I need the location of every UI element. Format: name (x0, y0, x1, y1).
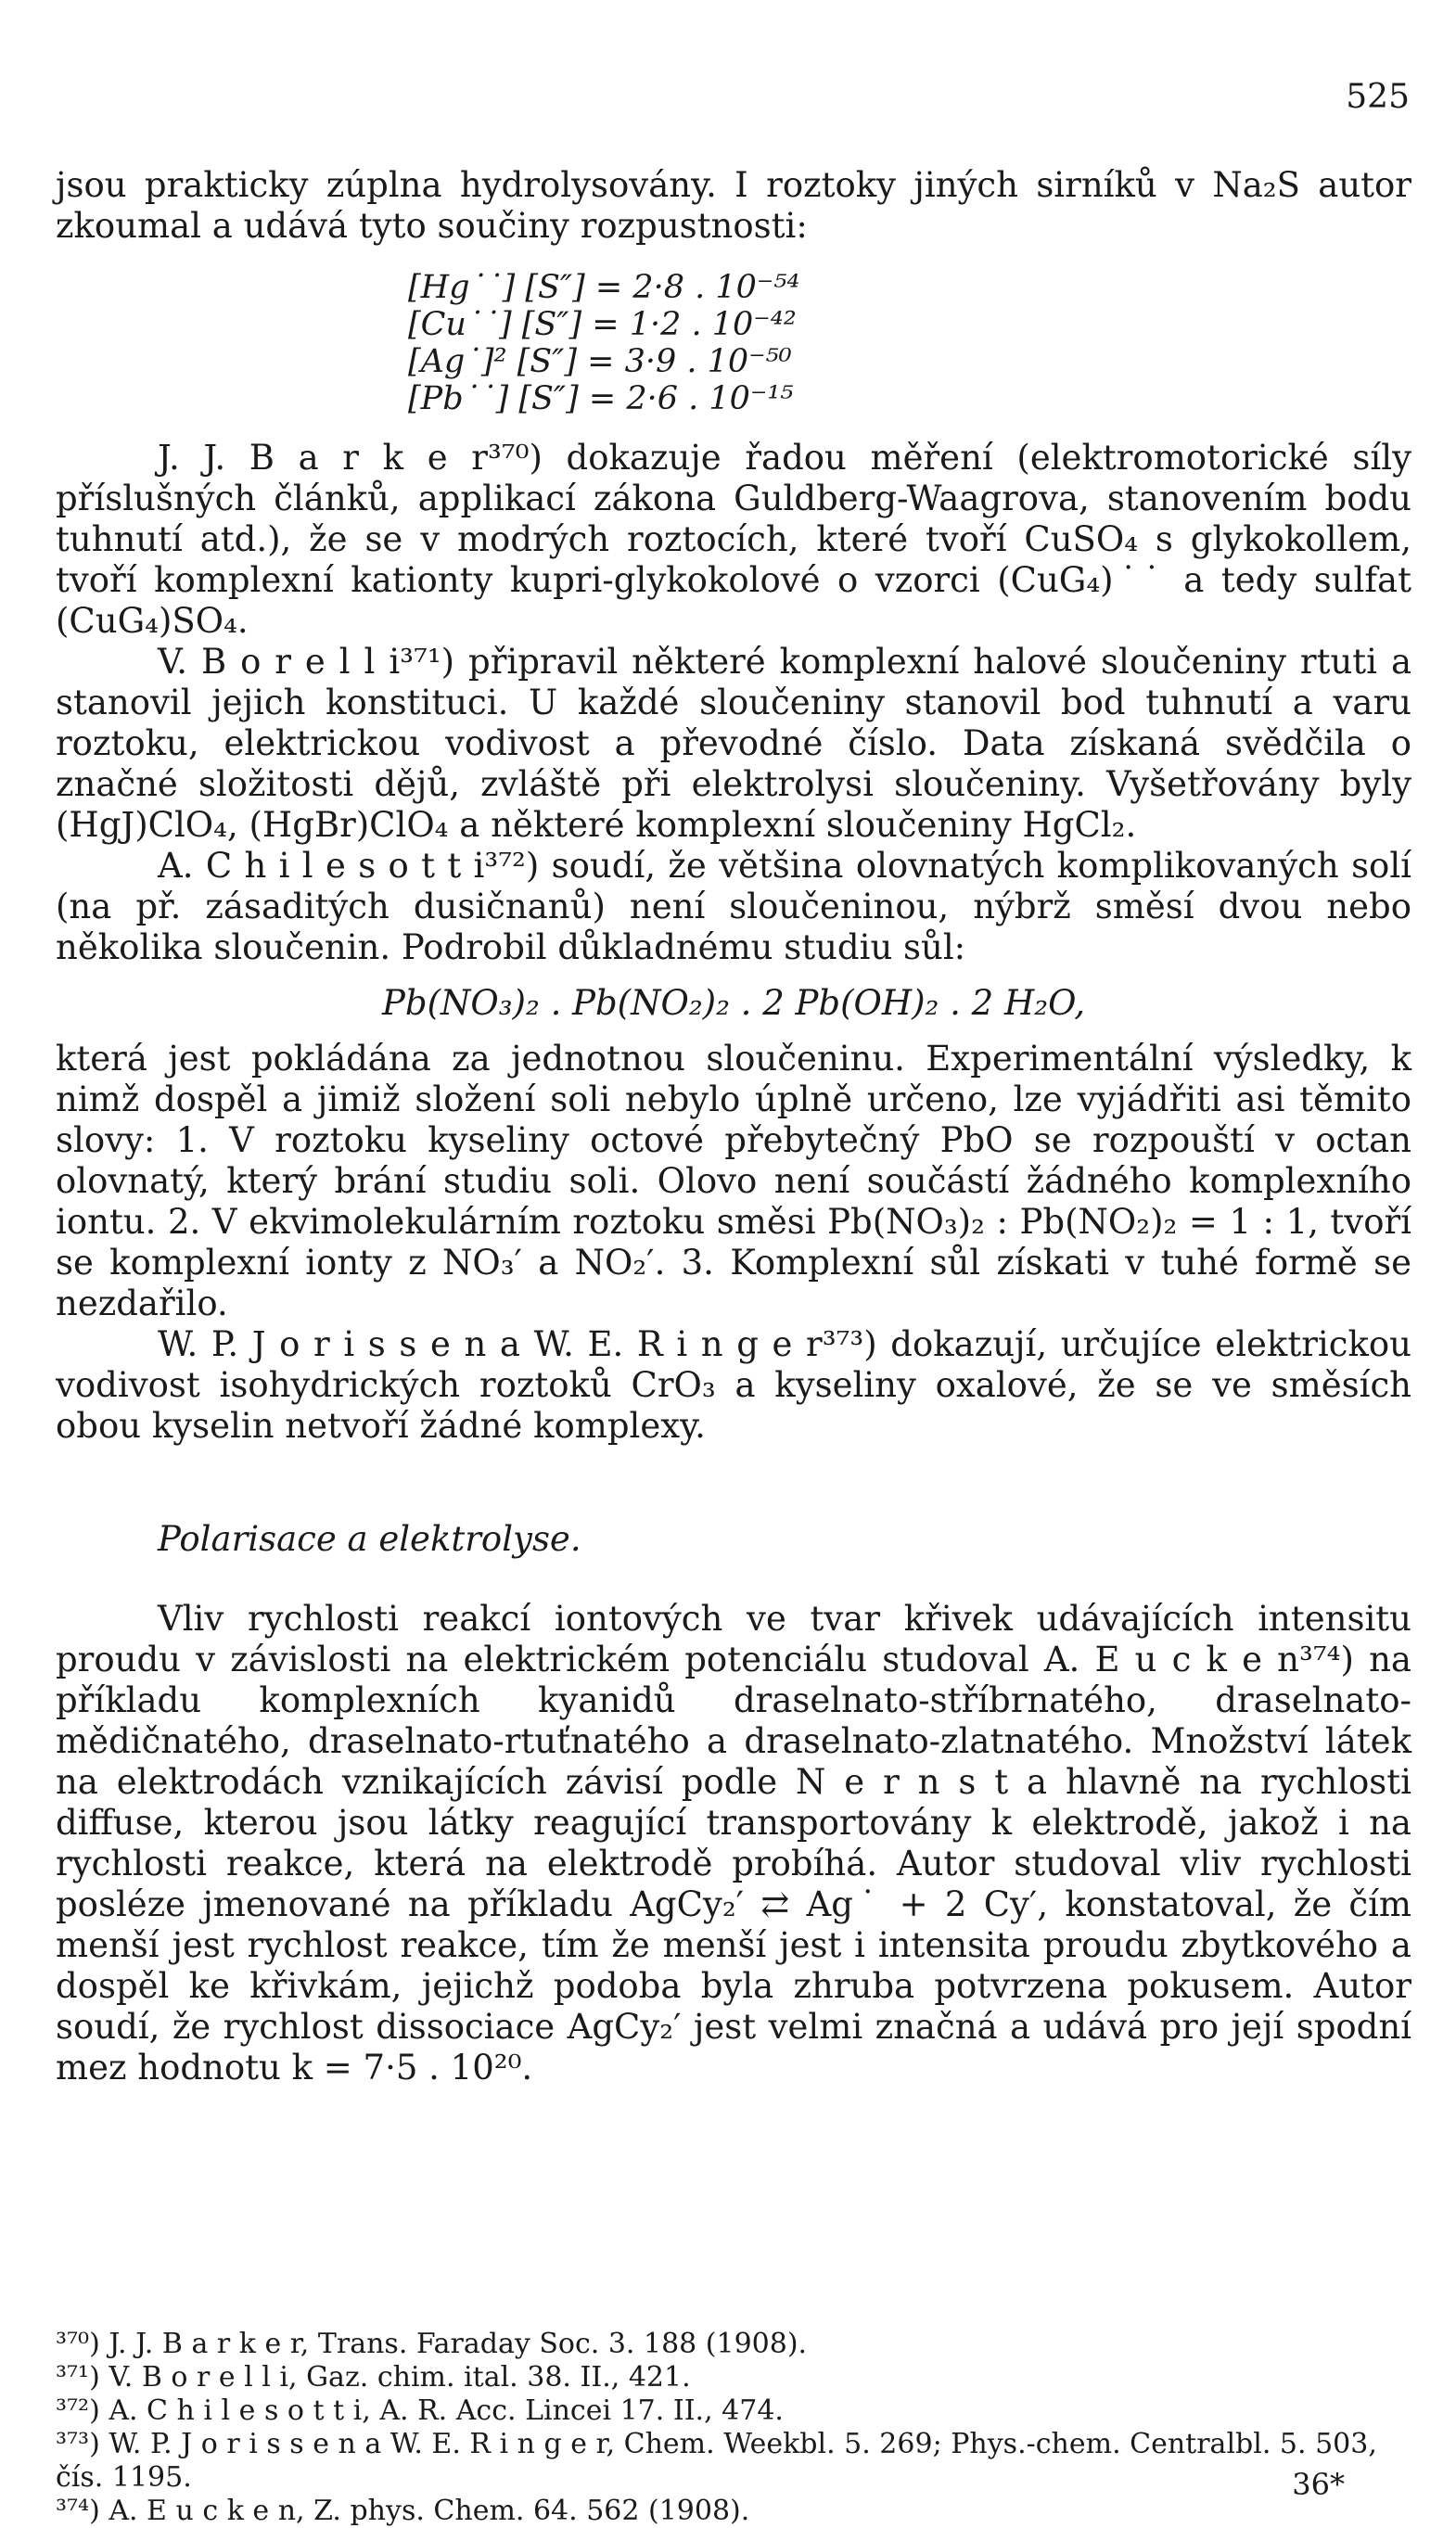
equation: [Ag˙]² [S″] = 3·9 . 10⁻⁵⁰ (408, 343, 792, 380)
signature-mark: 36* (1292, 2467, 1345, 2502)
paragraph: jsou prakticky zúplna hydrolysovány. I roztoky jiných sirníků v Na₂S autor zkoumal a udává tyto součiny rozpustnosti: (56, 165, 1411, 246)
footnote: ³⁷⁴) A. E u c k e n, Z. phys. Chem. 64. 562 (1908). (56, 2495, 750, 2527)
main-text (56, 165, 1411, 2088)
paragraph: která jest pokládána za jednotnou sloučeninu. Experimentální výsledky, k nimž dospěl a jimiž složení soli nebylo úplně určeno, lze vyjádřiti asi těmito slovy: 1. V roztoku kyseliny octové přebytečný PbO se rozpouští v octan olovnatý, který brání studiu soli. Olovo není součástí žádného komplexního iontu. 2. V ekvimolekulárním roztoku směsi Pb(NO₃)₂ : Pb(NO₂)₂ = 1 : 1, tvoří se komplexní ionty z NO₃′ a NO₂′. 3. Komplexní sůl získati v tuhé formě se nezdařilo. (56, 1039, 1411, 1323)
footnote: ³⁷¹) V. B o r e l l i, Gaz. chim. ital. 38. II., 421. (56, 2361, 691, 2394)
paragraph: Vliv rychlosti reakcí iontových ve tvar křivek udávajících intensitu proudu v závislosti na elektrickém potenciálu studoval A. E u c k e n³⁷⁴) na příkladu komplexních kyanidů draselnato-stříbrnatého, draselnato-mědičnatého, draselnato-rtuťnatého a draselnato-zlatnatého. Množství látek na elektrodách vznikajících závisí podle N e r n s t a hlavně na rychlosti diffuse, kterou jsou látky reagující transportovány k elektrodě, jakož i na rychlosti reakce, která na elektrodě probíhá. Autor studoval vliv rychlosti posléze jmenované na příkladu AgCy₂′ ⇄ Ag˙ + 2 Cy′, konstatoval, že čím menší jest rychlost reakce, tím že menší jest i intensita proudu zbytkového a dospěl ke křivkám, jejichž podoba byla zhruba potvrzena pokusem. Autor soudí, že rychlost dissociace AgCy₂′ jest velmi značná a udává pro její spodní mez hodnotu k = 7·5 . 10²⁰. (56, 1599, 1411, 2088)
paragraph: W. P. J o r i s s e n a W. E. R i n g e r³⁷³) dokazují, určujíce elektrickou vodivost isohydrických roztoků CrO₃ a kyseliny oxalové, že se ve směsích obou kyselin netvoří žádné komplexy. (56, 1324, 1411, 1446)
section-title: Polarisace a elektrolyse. (158, 1519, 581, 1559)
equation: [Pb˙˙] [S″] = 2·6 . 10⁻¹⁵ (408, 380, 794, 417)
equation: [Hg˙˙] [S″] = 2·8 . 10⁻⁵⁴ (408, 269, 800, 306)
paragraph: A. C h i l e s o t t i³⁷²) soudí, že většina olovnatých komplikovaných solí (na př. zásaditých dusičnanů) není sloučeninou, nýbrž směsí dvou nebo několika sloučenin. Podrobil důkladnému studiu sůl: (56, 846, 1411, 967)
paragraph: J. J. B a r k e r³⁷⁰) dokazuje řadou měření (elektromotorické síly příslušných článků, applikací zákona Guldberg-Waagrova, stanovením bodu tuhnutí atd.), že se v modrých roztocích, které tvoří CuSO₄ s glykokollem, tvoří komplexní kationty kupri-glykokolové o vzorci (CuG₄)˙˙ a tedy sulfat (CuG₄)SO₄. (56, 438, 1411, 641)
salt-formula: Pb(NO₃)₂ . Pb(NO₂)₂ . 2 Pb(OH)₂ . 2 H₂O, (381, 983, 1085, 1023)
footnote: ³⁷⁰) J. J. B a r k e r, Trans. Faraday Soc. 3. 188 (1908). (56, 2328, 808, 2360)
footnotes (56, 2328, 1411, 2528)
footnote: ³⁷²) A. C h i l e s o t t i, A. R. Acc. Lincei 17. II., 474. (56, 2394, 784, 2427)
equation: [Cu˙˙] [S″] = 1·2 . 10⁻⁴² (408, 306, 797, 343)
page-number: 525 (1346, 78, 1410, 116)
footnote: ³⁷³) W. P. J o r i s s e n a W. E. R i n g e r, Chem. Weekbl. 5. 269; Phys.-chem. Centralbl. 5. 503, čís. 1195. (56, 2428, 1377, 2494)
equation-block (408, 269, 1411, 417)
paragraph: V. B o r e l l i³⁷¹) připravil některé komplexní halové sloučeniny rtuti a stanovil jejich konstituci. U každé sloučeniny stanovil bod tuhnutí a varu roztoku, elektrickou vodivost a převodné číslo. Data získaná svědčila o značné složitosti dějů, zvláště při elektrolysi sloučeniny. Vyšetřovány byly (HgJ)ClO₄, (HgBr)ClO₄ a některé komplexní sloučeniny HgCl₂. (56, 642, 1411, 845)
